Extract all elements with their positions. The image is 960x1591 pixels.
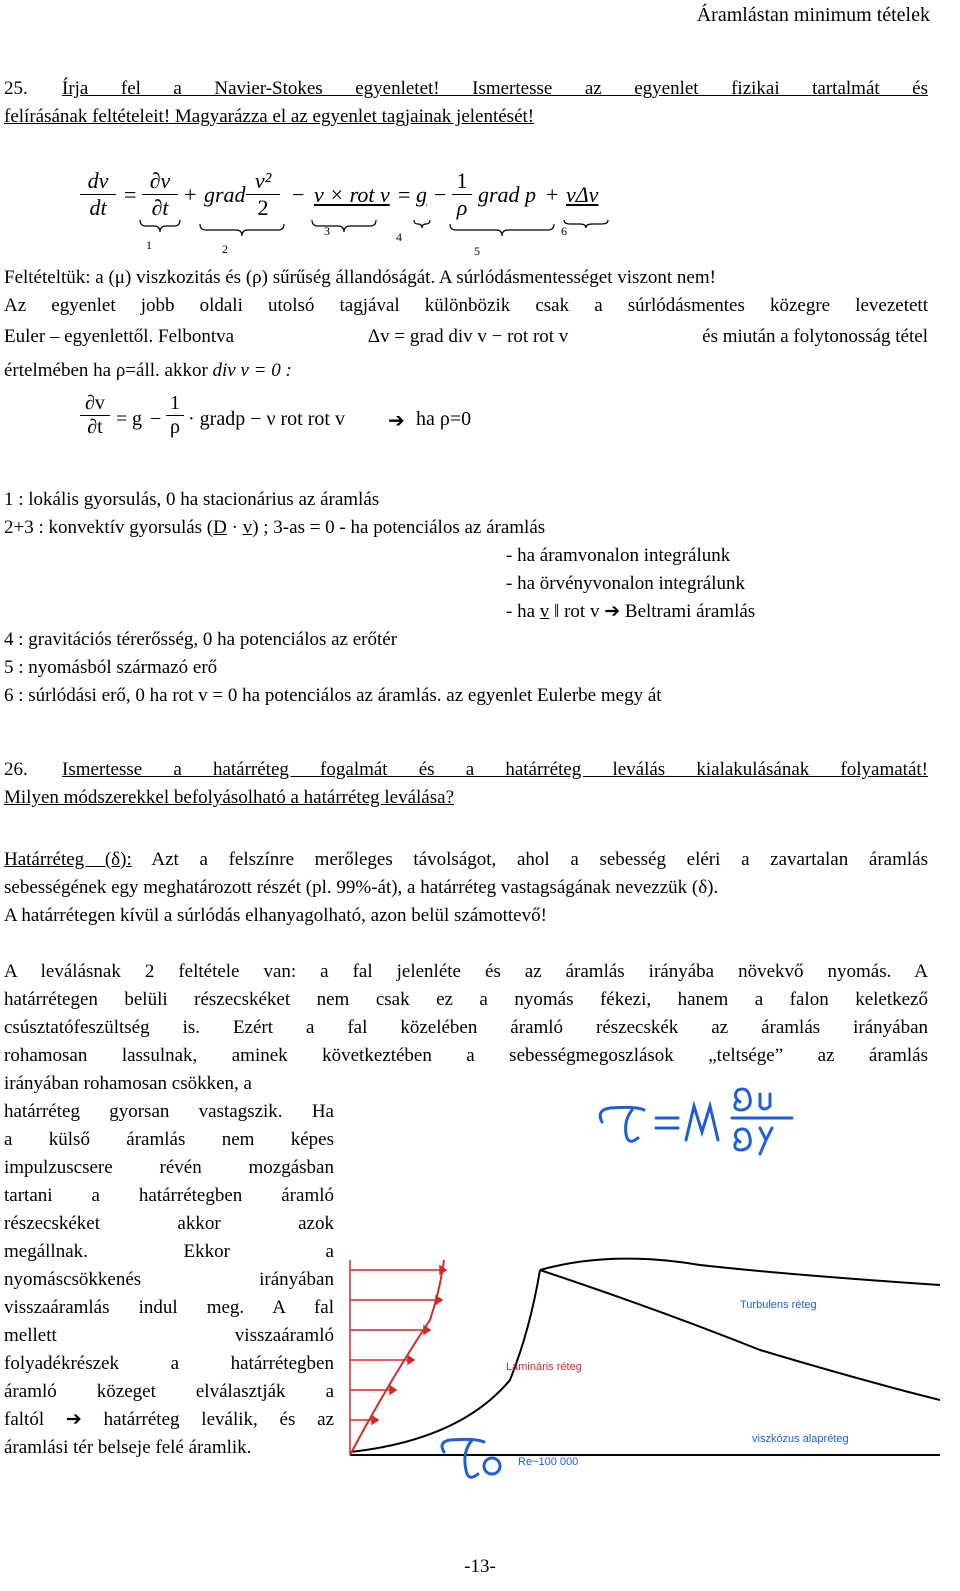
text-fragment: ‖ xyxy=(549,601,565,622)
arrow-icon: ➔ xyxy=(599,601,625,622)
term-subitem: - ha áramvonalon integrálunk xyxy=(506,545,731,566)
viscous-sublayer-label: viszkózus alapréteg xyxy=(752,1433,849,1445)
text-line: határréteg gyorsan vastagszik. Ha xyxy=(4,1101,334,1122)
term-label: 1 xyxy=(146,238,152,252)
eq-num: 1 xyxy=(452,168,472,195)
turbulent-layer-edge xyxy=(540,1259,940,1285)
eq-sign: − xyxy=(434,182,447,207)
text-line: sebességének egy meghatározott részét (pl. 99%-át), a határréteg vastagságának nevezzük (δ). xyxy=(4,877,719,898)
text-fragment: értelmében ha ρ=áll. akkor xyxy=(4,360,208,381)
text-fragment: v xyxy=(242,517,253,538)
term-label: 6 xyxy=(561,224,567,238)
navier-stokes-equation xyxy=(80,168,640,268)
text-fragment: és miután a folytonosság tétel xyxy=(702,326,928,347)
eq-term: grad xyxy=(204,182,246,207)
separation-paragraph xyxy=(4,958,928,1070)
reduced-equation xyxy=(80,392,640,456)
eq-sign: = xyxy=(116,408,128,430)
eq-num: dv xyxy=(80,168,116,195)
question-line: Milyen módszerekkel befolyásolható a határréteg leválása? xyxy=(4,787,454,808)
text-line: Feltételtük: a (μ) viszkozitás és (ρ) sűrűség állandóságát. A súrlódásmentességet viszont nem! xyxy=(4,267,716,288)
eq-sign: − xyxy=(150,408,162,430)
text-line: tartani a határrétegben áramló xyxy=(4,1185,334,1206)
text-line: irányában rohamosan csökken, a xyxy=(4,1073,252,1094)
text-line: áramlási tér belseje felé áramlik. xyxy=(4,1437,252,1458)
question-25 xyxy=(4,75,928,131)
turbulent-layer-label: Turbulens réteg xyxy=(740,1299,817,1311)
term-item xyxy=(4,514,944,542)
eq-sign: + xyxy=(546,182,559,207)
assumptions-paragraph xyxy=(4,264,928,388)
term-label: 3 xyxy=(324,224,330,238)
eq-term: νΔv xyxy=(566,182,599,207)
running-header: Áramlástan minimum tételek xyxy=(696,4,930,26)
text-fragment: D xyxy=(213,517,227,538)
term-label: 5 xyxy=(474,244,480,258)
eq-num: ∂v xyxy=(142,168,178,195)
text-line xyxy=(4,354,928,388)
handwritten-shear-formula xyxy=(600,1089,792,1154)
reynolds-label: Re~100 000 xyxy=(518,1456,579,1468)
eq-den: dt xyxy=(89,195,107,220)
term-braces xyxy=(80,220,640,260)
velocity-arrows xyxy=(350,1260,446,1455)
text-line: a külső áramlás nem képes xyxy=(4,1129,334,1150)
text-fragment: · xyxy=(226,517,243,538)
boundary-layer-figure xyxy=(340,1080,940,1500)
eq-sign: − xyxy=(292,182,305,207)
text-line: megállnak. Ekkor a xyxy=(4,1241,334,1262)
separation-column xyxy=(4,1070,334,1462)
text-line: csúsztatófeszültség is. Ezért a fal közelében áramló részecskék az áramlás irányában xyxy=(4,1017,928,1038)
text-fragment: Euler – egyenlettől. Felbontva xyxy=(4,326,235,347)
text-line: mellett visszaáramló xyxy=(4,1325,334,1346)
eq-condition: ha ρ=0 xyxy=(416,408,472,430)
eq-sign: + xyxy=(184,182,197,207)
text-line: visszaáramlás indul meg. A fal xyxy=(4,1297,334,1318)
inline-equation: div v = 0 : xyxy=(212,360,292,381)
eq-term: g xyxy=(416,182,427,207)
eq-den: ∂t xyxy=(151,195,169,220)
eq-term: · gradp − ν rot rot v xyxy=(188,408,345,430)
text-fragment: - ha xyxy=(506,601,540,622)
eq-den: ρ xyxy=(170,416,180,438)
text-line: határrétegen belüli részecskéket nem csak ez a nyomás fékezi, hanem a falon keletkező xyxy=(4,989,928,1010)
eq-den: ρ xyxy=(456,195,468,220)
velocity-profile xyxy=(350,1260,444,1455)
term-item: 6 : súrlódási erő, 0 ha rot v = 0 ha potenciálos az áramlás. az egyenlet Eulerbe megy át xyxy=(4,685,662,706)
page-number: -13- xyxy=(464,1556,496,1577)
term-label: 2 xyxy=(222,242,228,256)
question-line: Írja fel a Navier-Stokes egyenletet! Ismertesse az egyenlet fizikai tartalmát és xyxy=(62,78,928,99)
handwritten-tau0 xyxy=(442,1439,500,1477)
text-line: A határrétegen kívül a súrlódás elhanyagolható, azon belül számottevő! xyxy=(4,905,547,926)
text-line: A leválásnak 2 feltétele van: a fal jelenléte és az áramlás irányába növekvő nyomás. A xyxy=(4,961,928,982)
eq-num: ∂v xyxy=(80,392,110,416)
text-fragment: Beltrami áramlás xyxy=(624,601,756,622)
term-subitem: - ha örvényvonalon integrálunk xyxy=(506,573,746,594)
text-fragment: rot v xyxy=(564,601,600,622)
text-line: áramló közeget elválasztják a xyxy=(4,1381,334,1402)
text-line: impulzuscsere révén mozgásban xyxy=(4,1157,334,1178)
laminar-layer-label: Lamináris réteg xyxy=(506,1361,582,1373)
eq-num: 1 xyxy=(166,392,184,416)
eq-term: g xyxy=(132,408,142,430)
terms-list xyxy=(4,486,944,710)
text-line xyxy=(4,320,928,354)
question-line: Ismertesse a határréteg fogalmát és a határréteg leválás kialakulásának folyamatát! xyxy=(62,759,928,780)
definition-term: Határréteg (δ): xyxy=(4,849,132,870)
text-line: folyadékrészek a határrétegben xyxy=(4,1353,334,1374)
text-line: Az egyenlet jobb oldali utolsó tagjával különbözik csak a súrlódásmentes közegre levezetett xyxy=(4,295,928,316)
term-item: 5 : nyomásból származó erő xyxy=(4,657,218,678)
inline-equation: Δv = grad div v − rot rot v xyxy=(367,326,569,347)
eq-sign: = xyxy=(124,182,137,207)
viscous-sublayer-edge xyxy=(540,1270,940,1400)
text-fragment: 2+3 : konvektív gyorsulás ( xyxy=(4,517,214,538)
term-item: 1 : lokális gyorsulás, 0 ha stacionárius az áramlás xyxy=(4,489,380,510)
boundary-layer-definition xyxy=(4,846,928,930)
text-line: faltól ➔ határréteg leválik, és az xyxy=(4,1409,334,1430)
term-subitem xyxy=(4,598,944,626)
text-line: részecskéket akkor azok xyxy=(4,1213,334,1234)
text-fragment: Azt a felszínre merőleges távolságot, ahol a sebesség eléri a zavartalan áramlás xyxy=(131,849,928,870)
text-line: nyomáscsökkenés irányában xyxy=(4,1269,334,1290)
eq-term: v × rot v xyxy=(314,182,390,207)
eq-den: 2 xyxy=(257,195,269,220)
term-item: 4 : gravitációs térerősség, 0 ha potenciálos az erőtér xyxy=(4,629,398,650)
eq-den: ∂t xyxy=(87,416,103,438)
eq-sign: = xyxy=(398,182,411,207)
text-line: rohamosan lassulnak, aminek következtében a sebességmegoszlások „teltsége” az áramlás xyxy=(4,1045,928,1066)
text-fragment: ) ; 3-as = 0 - ha potenciálos az áramlás xyxy=(252,517,546,538)
question-line: felírásának feltételeit! Magyarázza el az egyenlet tagjainak jelentését! xyxy=(4,106,535,127)
term-label: 4 xyxy=(396,230,402,244)
text-line xyxy=(4,846,928,874)
question-number: 26. xyxy=(4,759,28,780)
eq-term: grad p xyxy=(478,182,537,207)
question-number: 25. xyxy=(4,78,28,99)
question-26 xyxy=(4,756,928,812)
eq-num: v² xyxy=(246,168,280,195)
text-fragment: v xyxy=(539,601,550,622)
arrow-icon: ➔ xyxy=(388,410,405,432)
